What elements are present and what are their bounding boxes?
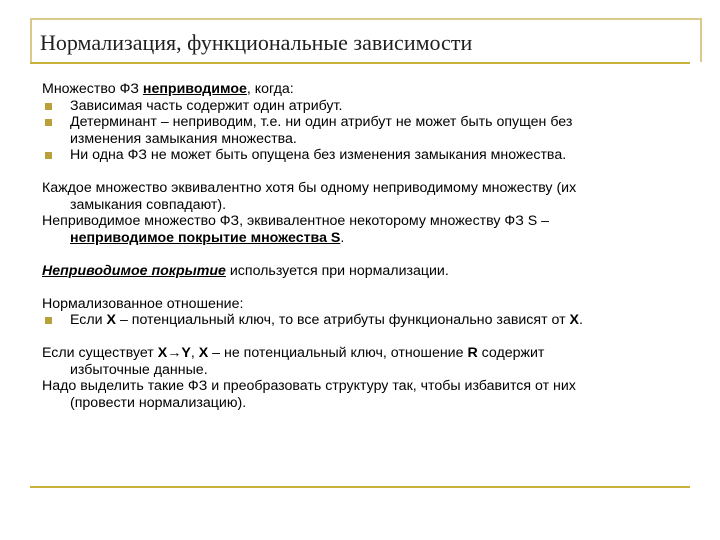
bullet-icon [45, 103, 52, 110]
cover-usage-paragraph: Неприводимое покрытие используется при нормализации. [42, 262, 449, 279]
normalized-relation-heading: Нормализованное отношение: [42, 295, 244, 312]
irreducible-term: неприводимое [142, 81, 247, 97]
list-item: Если X – потенциальный ключ, то все атрибуты функционально зависят от X. [42, 312, 690, 329]
slide-content: Множество ФЗ неприводимое, когда: Зависимая часть содержит один атрибут. Детерминант – неприводим, т.е. ни один атрибут не может быть опущен без изменения замыкания множества. Ни одна ФЗ не может быть опущена без изменения замыкания множества. Каждое множество эквивалентно хотя бы одному неприводимому множеству (их замыкания совпадают). Неприводимое множество ФЗ, эквивалентное некоторому множеству ФЗ S – неприводимое покрытие множества S. Неприводимое покрытие используется при нормализации. Нормализованное отношение: Если X – потенциальный ключ, то все атрибуты функционально зависят от X. Если существует X→Y, X – не потенциальный ключ, отношение R содержит избыточные данные. Надо выделить такие ФЗ и преобразовать структуру так, чтобы избавится от них (провести нормализацию). [42, 81, 690, 411]
equivalence-paragraph: Каждое множество эквивалентно хотя бы одному неприводимому множеству (их [42, 180, 577, 196]
irreducible-definition: Множество ФЗ неприводимое, когда: [42, 81, 294, 97]
list-item: Зависимая часть содержит один атрибут. [42, 98, 690, 115]
redundancy-paragraph: Если существует X→Y, X – не потенциальный ключ, отношение R содержит [42, 345, 545, 361]
slide-title: Нормализация, функциональные зависимости [40, 30, 473, 55]
title-divider [30, 62, 690, 64]
bullet-icon [45, 119, 52, 126]
bullet-icon [45, 152, 52, 159]
list-item: Детерминант – неприводим, т.е. ни один атрибут не может быть опущен без изменения замыкания множества. [42, 114, 690, 147]
irreducible-cover-term: неприводимое покрытие множества S [70, 229, 341, 246]
bullet-icon [45, 317, 52, 324]
bottom-divider [30, 486, 690, 488]
list-item: Ни одна ФЗ не может быть опущена без изменения замыкания множества. [42, 147, 690, 164]
